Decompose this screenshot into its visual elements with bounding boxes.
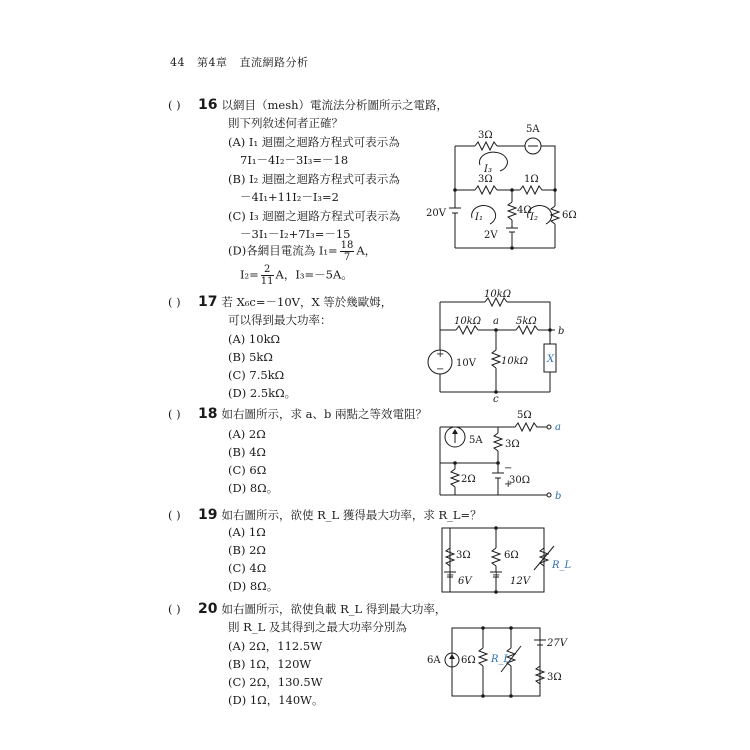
option-d-rest: A，I₃=－5A。 (275, 267, 353, 282)
node-b: b (558, 326, 565, 337)
node-c: c (493, 394, 499, 403)
option-d-text-2: I₂= (240, 267, 259, 282)
option-c: (C) 4Ω (228, 561, 267, 575)
option-b-equation: －4I₁+11I₂－I₃=2 (240, 190, 339, 204)
label-r-right: 5kΩ (516, 316, 537, 327)
option-c: (C) I₃ 迴圈之迴路方程式可表示為 (228, 209, 401, 223)
circuit-diagram-16 (420, 120, 590, 260)
label-src: 5A (469, 435, 483, 446)
option-c: (C) 2Ω，130.5W (228, 675, 323, 689)
label-r-right: 6Ω (562, 210, 577, 221)
svg-text:+: + (504, 479, 513, 490)
label-v1: 6V (458, 576, 472, 587)
circuit-diagram-20 (425, 620, 585, 705)
option-b: (B) 5kΩ (228, 350, 273, 364)
question-stem: 以網目（mesh）電流法分析圖所示之電路， (221, 98, 449, 112)
option-d-text: (D)各網目電流為 I₁= (228, 243, 338, 258)
fraction (340, 240, 355, 263)
option-d: (D) 1Ω，140W。 (228, 693, 324, 707)
svg-text:−: − (436, 364, 445, 375)
fraction-numerator: 18 (340, 240, 354, 251)
question-16 (168, 96, 448, 114)
label-r1: 3Ω (456, 550, 471, 561)
label-r-top: 3Ω (478, 130, 493, 141)
question-20 (168, 600, 446, 618)
label-i1: I₁ (475, 212, 483, 223)
chapter-title: 直流網路分析 (239, 56, 309, 69)
option-d-line2 (240, 264, 353, 287)
answer-blank[interactable]: ( ) (168, 98, 181, 112)
label-r3: 3Ω (505, 439, 520, 450)
option-a: (A) I₁ 迴圈之迴路方程式可表示為 (228, 135, 400, 149)
circuit-diagram-19 (430, 520, 580, 600)
label-r-mid: 10kΩ (501, 356, 529, 367)
answer-blank[interactable]: ( ) (168, 407, 181, 421)
label-r3: 3Ω (547, 672, 562, 683)
option-a-equation: 7I₁－4I₂－3I₃=－18 (240, 153, 349, 167)
question-stem-2: 則下列敘述何者正確？ (228, 116, 343, 130)
fraction-denominator: 7 (343, 252, 351, 263)
label-i2: I₂ (530, 212, 538, 223)
question-number: 18 (198, 406, 218, 422)
svg-text:+: + (492, 570, 501, 581)
option-d: (D) 8Ω。 (228, 481, 279, 495)
option-d: (D) 2.5kΩ。 (228, 386, 297, 400)
circuit-diagram-17 (420, 288, 590, 403)
label-v: 27V (547, 638, 567, 649)
option-a: (A) 1Ω (228, 525, 266, 539)
option-d: (D) 8Ω。 (228, 579, 279, 593)
answer-blank[interactable]: ( ) (168, 602, 181, 616)
question-stem: 如右圖所示，欲使 R_L 獲得最大功率，求 R_L=？ (221, 508, 482, 522)
question-stem: 若 X₆c=－10V，X 等於幾歐姆， (221, 295, 393, 309)
option-b: (B) 2Ω (228, 543, 266, 557)
label-src: 6A (427, 655, 441, 666)
page-header (170, 54, 317, 70)
page-number: 44 (170, 56, 185, 69)
label-rl: R_L (552, 560, 572, 571)
option-b: (B) 4Ω (228, 445, 266, 459)
question-17 (168, 293, 392, 311)
label-r30: 30Ω (509, 475, 531, 486)
option-c-equation: －3I₁－I₂+7I₃=－15 (240, 227, 351, 241)
option-a: (A) 2Ω，112.5W (228, 639, 323, 653)
fraction-numerator: 2 (261, 264, 274, 276)
node-a: a (555, 422, 561, 433)
question-18 (168, 405, 427, 423)
label-rl: R_L (491, 654, 511, 665)
label-r-left: 10kΩ (454, 316, 482, 327)
circuit-diagram-18 (425, 405, 595, 505)
label-i3: I₃ (484, 164, 492, 175)
label-r-top: 10kΩ (484, 289, 512, 300)
label-v-center: 2V (484, 230, 498, 241)
question-stem-2: 可以得到最大功率： (228, 313, 332, 327)
answer-blank[interactable]: ( ) (168, 508, 181, 522)
option-b: (B) 1Ω，120W (228, 657, 312, 671)
label-v: 10V (456, 358, 476, 369)
label-src-top: 5A (526, 124, 540, 135)
question-stem: 如右圖所示，欲使負載 R_L 得到最大功率， (221, 602, 447, 616)
label-r-mid-right: 1Ω (524, 174, 539, 185)
option-d (228, 240, 376, 263)
label-r2: 6Ω (504, 550, 519, 561)
label-v2: 12V (510, 576, 530, 587)
label-r-top: 5Ω (517, 410, 532, 421)
question-number: 20 (198, 601, 218, 617)
question-stem: 如右圖所示，求 a、b 兩點之等效電阻？ (221, 407, 428, 421)
question-stem-2: 則 R_L 及其得到之最大功率分別為 (228, 620, 407, 634)
question-number: 16 (198, 97, 218, 113)
svg-text:−: − (504, 463, 513, 474)
question-number: 17 (198, 294, 218, 310)
question-number: 19 (198, 507, 218, 523)
label-r-center: 4Ω (517, 205, 532, 216)
option-a: (A) 2Ω (228, 427, 266, 441)
label-r2: 2Ω (461, 474, 476, 485)
option-b: (B) I₂ 迴圈之迴路方程式可表示為 (228, 172, 400, 186)
fraction (261, 264, 274, 287)
option-c: (C) 6Ω (228, 463, 267, 477)
label-r-mid-left: 3Ω (478, 174, 493, 185)
label-v-left: 20V (426, 208, 446, 219)
node-b: b (555, 491, 562, 502)
option-d-unit: A， (356, 243, 377, 258)
svg-text:+: + (446, 570, 455, 581)
answer-blank[interactable]: ( ) (168, 295, 181, 309)
label-x: X (547, 354, 555, 365)
option-c: (C) 7.5kΩ (228, 368, 285, 382)
svg-text:+: + (436, 349, 445, 360)
fraction-denominator: 11 (260, 276, 274, 287)
label-r6: 6Ω (461, 655, 476, 666)
chapter-label: 第4章 (197, 56, 228, 69)
node-a: a (493, 316, 499, 327)
option-a: (A) 10kΩ (228, 332, 281, 346)
